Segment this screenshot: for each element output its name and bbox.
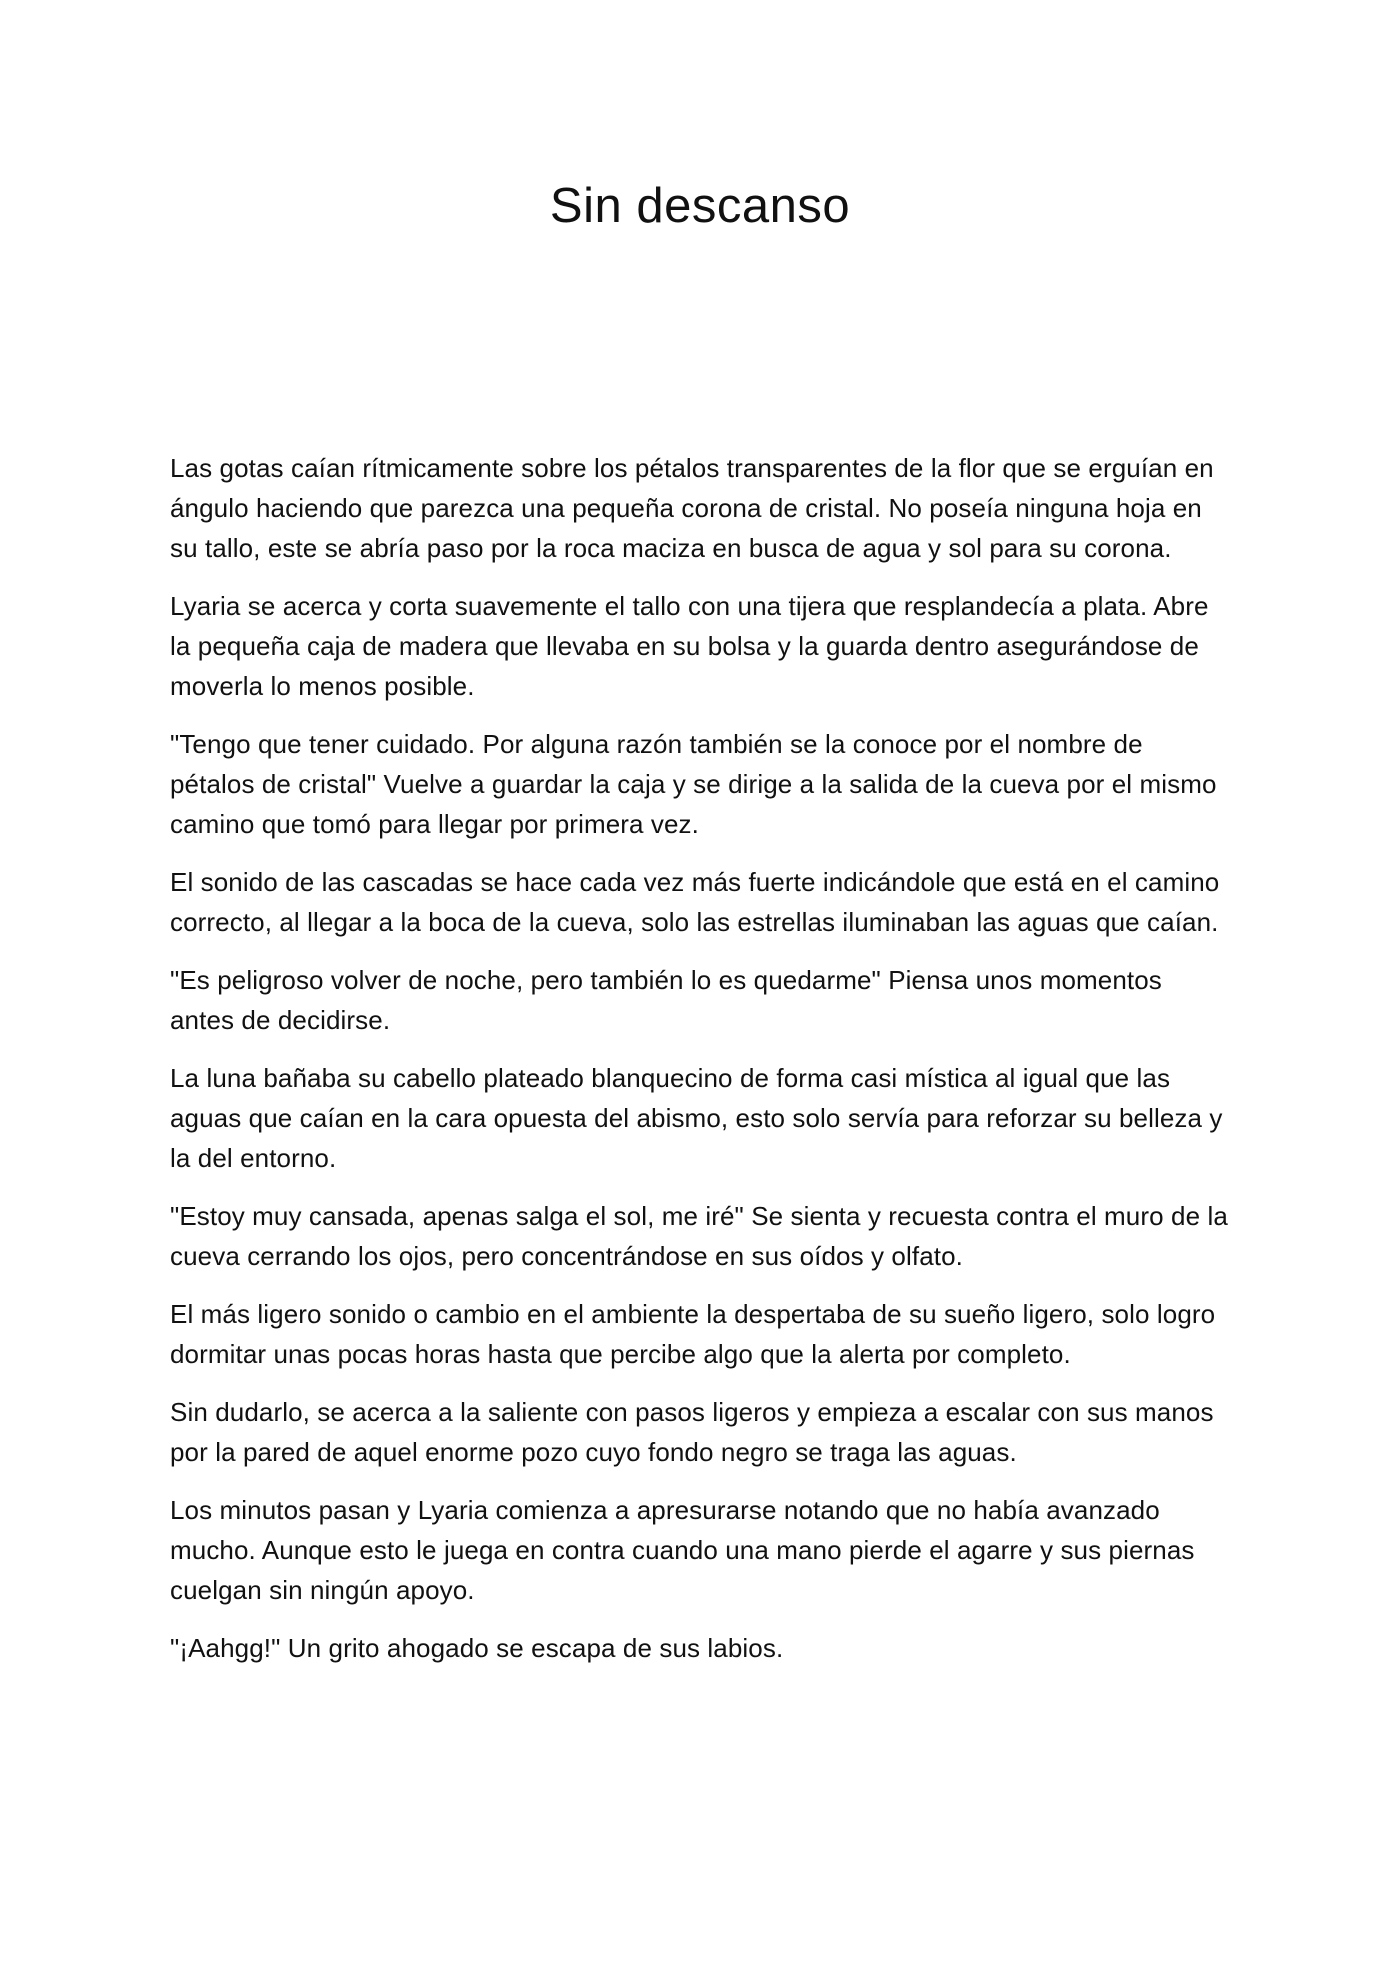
paragraph: Las gotas caían rítmicamente sobre los pétalos transparentes de la flor que se erguían en ángulo haciendo que parezca una pequeña corona de cristal. No poseía ninguna hoja en su tallo, este se abría paso por la roca maciza en busca de agua y sol para su corona. [170, 453, 1214, 563]
paragraph: Sin dudarlo, se acerca a la saliente con pasos ligeros y empieza a escalar con sus manos por la pared de aquel enorme pozo cuyo fondo negro se traga las aguas. [170, 1397, 1214, 1467]
paragraph: El más ligero sonido o cambio en el ambiente la despertaba de su sueño ligero, solo logro dormitar unas pocas horas hasta que percibe algo que la alerta por completo. [170, 1299, 1216, 1369]
paragraph: "Es peligroso volver de noche, pero también lo es quedarme" Piensa unos momentos antes de decidirse. [170, 965, 1162, 1035]
document-body [170, 448, 1230, 1686]
document-title: Sin descanso [549, 179, 851, 233]
paragraph: "¡Aahgg!" Un grito ahogado se escapa de sus labios. [170, 1633, 784, 1663]
paragraph: "Estoy muy cansada, apenas salga el sol, me iré" Se sienta y recuesta contra el muro de la cueva cerrando los ojos, pero concentrándose en sus oídos y olfato. [170, 1201, 1228, 1271]
paragraph: "Tengo que tener cuidado. Por alguna razón también se la conoce por el nombre de pétalos de cristal" Vuelve a guardar la caja y se dirige a la salida de la cueva por el mismo camino que tomó para llegar por primera vez. [170, 729, 1217, 839]
paragraph: La luna bañaba su cabello plateado blanquecino de forma casi mística al igual que las aguas que caían en la cara opuesta del abismo, esto solo servía para reforzar su belleza y la del entorno. [170, 1063, 1223, 1173]
paragraph: Los minutos pasan y Lyaria comienza a apresurarse notando que no había avanzado mucho. Aunque esto le juega en contra cuando una mano pierde el agarre y sus piernas cuelgan sin ningún apoyo. [170, 1495, 1195, 1605]
paragraph: Lyaria se acerca y corta suavemente el tallo con una tijera que resplandecía a plata. Abre la pequeña caja de madera que llevaba en su bolsa y la guarda dentro asegurándose de moverla lo menos posible. [170, 591, 1209, 701]
paragraph: El sonido de las cascadas se hace cada vez más fuerte indicándole que está en el camino correcto, al llegar a la boca de la cueva, solo las estrellas iluminaban las aguas que caían. [170, 867, 1220, 937]
